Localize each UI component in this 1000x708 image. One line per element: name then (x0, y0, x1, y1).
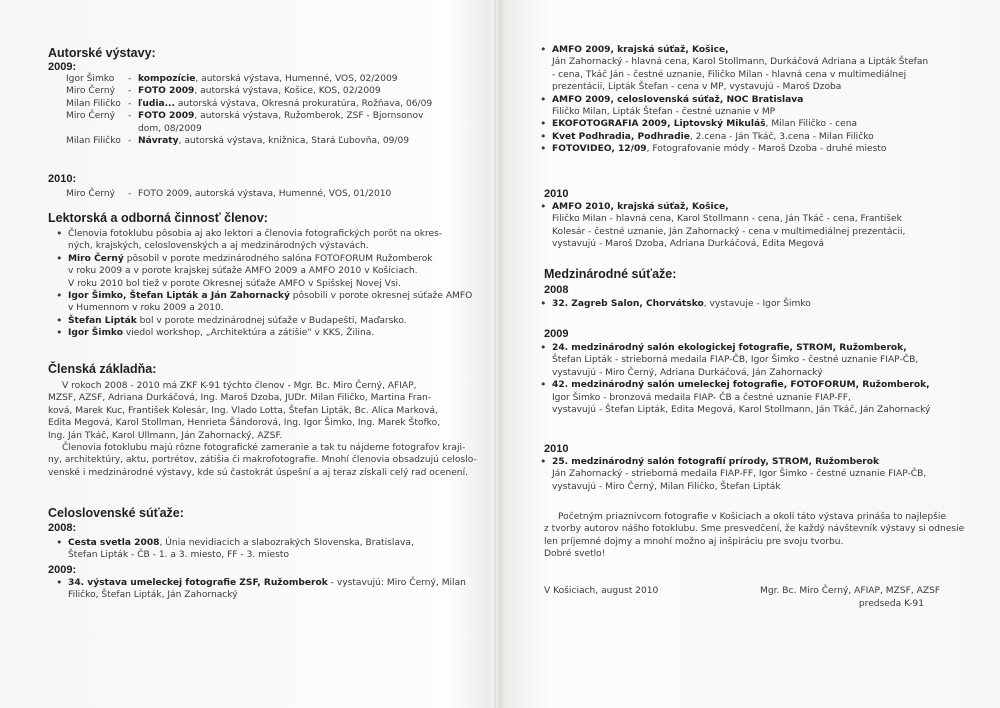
bullet-text: Kolesár - čestné uznanie, Ján Zahornacký - cena v multimediálnej prezentácii, (552, 226, 906, 237)
amfo-2009-list (540, 44, 928, 156)
exhibition-title: FOTO 2009 (138, 111, 195, 122)
bullet-line (68, 240, 472, 252)
bullet-line (552, 119, 857, 129)
bullet-line (552, 106, 928, 118)
paragraph-line: V rokoch 2008 - 2010 má ZKF K-91 týchto členov - Mgr. Bc. Miro Černý, AFIAP, (62, 381, 417, 391)
cs-year-2009-label: 2009: (48, 564, 77, 576)
bullet-item (56, 253, 472, 290)
bullet-line (552, 367, 930, 379)
bullet-text: Ján Zahornacký - strieborná medaila FIAP-FF, Igor Šimko - čestné uznanie FIAP-ČB, (552, 469, 927, 480)
bullet-text: , vystavuje - Igor Šimko (703, 299, 811, 309)
bullet-text: vystavujú - Miro Černý, Adriana Durkáčová, Ján Zahornacký (552, 367, 823, 378)
year-2009-label: 2009: (48, 61, 77, 73)
exhibition-title: kompozície (138, 74, 196, 84)
exhibitor-name: Igor Šimko (66, 74, 115, 84)
bullet-item (540, 201, 905, 251)
bullet-item (540, 143, 928, 155)
bullet-line (552, 81, 928, 93)
paragraph-line: MZSF, AZSF, Adriana Durkáčová, Ing. Maroš Dzoba, JUDr. Milan Filičko, Martina Fran- (48, 393, 432, 404)
paragraph-line: Členovia fotoklubu majú rôzne fotografické zameranie a tak tu nájdeme fotografov kraji- (62, 443, 466, 454)
exhibition-info: , autorská výstava, Ružomberok, ZSF - Bjornsonov (194, 111, 424, 122)
bullet-text: prezentácii, Lipták Štefan - cena v MP, vystavujú - Maroš Dzoba (552, 82, 842, 93)
national-contests-heading: Celoslovenské súťaže: (48, 506, 184, 520)
bullet-text: Filičko Milan - hlavná cena, Karol Stollmann - cena, Ján Tkáč - cena, František (552, 214, 902, 225)
cs-2008-list (56, 537, 414, 562)
bullet-bold: FOTOVIDEO, 12/09 (552, 144, 647, 155)
exhibitions-2009-table (48, 73, 432, 147)
exhibition-row (48, 110, 432, 135)
bullet-item (540, 456, 926, 493)
bullet-text: Ján Zahornacký - hlavná cena, Karol Stollmann, Durkáčová Adriana a Lipták Štefan (552, 57, 929, 68)
exhibition-row (48, 73, 432, 85)
exhibition-row (48, 188, 391, 200)
dash: - (128, 136, 132, 147)
exhibition-info: , autorská výstava, Humenné, VOS, 02/2009 (195, 74, 398, 84)
bullet-line (68, 578, 466, 588)
exhibitor-name: Milan Filičko (66, 136, 121, 147)
bullet-item (540, 131, 928, 143)
bullet-text: vystavujú - Maroš Dzoba, Adriana Durkáčová, Edita Megová (552, 239, 824, 250)
bullet-line (68, 302, 472, 314)
cs-2009-list (56, 577, 466, 602)
members-heading: Členská základňa: (48, 362, 157, 376)
bullet-text: Igor Šimko - bronzová medaila FIAP- ČB a čestné uznanie FIAP-FF, (552, 392, 851, 403)
bullet-line (68, 328, 374, 338)
bullet-bold: 32. Zagreb Salon, Chorvátsko (552, 299, 704, 309)
exhibition-info: , autorská výstava, Košice, KOS, 02/2009 (194, 86, 381, 97)
bullet-text: Štefan Lipták - strieborná medaila FIAP-ČB, Igor Šimko - čestné uznanie FIAP-ČB, (552, 355, 919, 366)
paragraph-line: venské i medzinárodné výstavy, kde sú častokrát úspešní a aj teraz získali celý rad ocenení. (48, 467, 468, 478)
bullet-text: Filičko Milan, Lipták Štefan - čestné uznanie v MP (552, 107, 776, 118)
bullet-text: Členovia fotoklubu pôsobia aj ako lektori a členovia fotografických porôt na okres- (68, 229, 443, 239)
page-edge (492, 0, 498, 708)
bullet-text: Štefan Lipták - ČB - 1. a 3. miesto, FF - 3. miesto (68, 550, 290, 561)
exhibitor-name: Miro Černý (66, 189, 116, 199)
dash: - (128, 98, 132, 109)
author-exhibitions-heading: Autorské výstavy: (48, 46, 156, 60)
lecture-list (56, 228, 472, 340)
year-2010-right-label: 2010 (544, 188, 569, 200)
bullet-text: viedol workshop, „Architektúra a zátišie" v KKS, Žilina. (122, 328, 375, 339)
bullet-line (68, 229, 442, 239)
bullet-item (56, 228, 472, 253)
cs-year-2008-label: 2008: (48, 522, 77, 534)
dash: - (128, 86, 132, 97)
exhibitor-name: Miro Černý (66, 86, 116, 97)
bullet-text: v roku 2009 a v porote krajskej súťaže AMFO 2009 a AMFO 2010 v Košiciach. (68, 266, 418, 277)
exhibition-row (48, 135, 432, 147)
exhibition-detail (138, 110, 432, 135)
bullet-line (68, 589, 466, 601)
bullet-line (68, 549, 414, 561)
exhibition-title: ľudia... (138, 98, 175, 109)
year-2010-label: 2010: (48, 173, 77, 185)
place-date: V Košiciach, august 2010 (544, 586, 659, 596)
bullet-bold: 42. medzinárodný salón umeleckej fotografie, FOTOFORUM, Ružomberok, (552, 380, 930, 391)
dash: - (128, 74, 132, 84)
international-heading: Medzinárodné súťaže: (544, 267, 677, 281)
exhibition-info-cont: dom, 08/2009 (138, 123, 202, 134)
exhibition-detail (138, 98, 432, 110)
bullet-item (56, 315, 472, 327)
members-paragraph (48, 380, 477, 479)
bullet-item (56, 537, 414, 562)
bullet-line (552, 45, 729, 55)
paragraph-line: ková, Marek Kuc, František Kolesár, Ing. Vlado Lotta, Štefan Lipták, Bc. Alica Marková, (48, 405, 438, 416)
exhibition-title: Návraty (138, 136, 179, 147)
intl-year-2010-label: 2010 (544, 443, 569, 455)
amfo-2010-list (540, 201, 905, 251)
bullet-bold: AMFO 2009, celoslovenská súťaž, NOC Bratislava (552, 94, 804, 105)
exhibitions-2010-table (48, 188, 391, 200)
bullet-text: bol v porote medzinárodnej súťaže v Budapešti, Maďarsko. (136, 315, 407, 326)
exhibition-detail (138, 85, 432, 97)
bullet-line (552, 481, 926, 493)
paragraph-line: len príjemné dojmy a mnohí možno aj inšpiráciu pre svoju tvorbu. (544, 536, 844, 547)
bullet-item (56, 327, 472, 339)
bullet-bold: 24. medzinárodný salón ekologickej fotografie, STROM, Ružomberok, (552, 343, 907, 353)
bullet-line (68, 291, 472, 301)
bullet-line (68, 254, 433, 264)
bullet-bold: Štefan Lipták (68, 315, 137, 326)
bullet-bold: 25. medzinárodný salón fotografií prírody, STROM, Ružomberok (552, 457, 880, 467)
bullet-text: , Fotografovanie módy - Maroš Dzoba - druhé miesto (646, 144, 887, 155)
dash: - (128, 189, 132, 199)
bullet-line (68, 265, 472, 277)
intl-year-2009-label: 2009 (544, 328, 569, 340)
bullet-text: , Únia nevidiacich a slabozrakých Slovenska, Bratislava, (159, 538, 414, 548)
paragraph-line: ny, architektúry, aktu, portrétov, zátišia či makrofotografie. Mnohí členovia obsadzujú celoslo- (48, 455, 477, 466)
lecture-heading: Lektorská a odborná činnosť členov: (48, 211, 268, 225)
bullet-item (56, 290, 472, 315)
bullet-bold: AMFO 2010, krajská súťaž, Košice, (552, 202, 729, 212)
bullet-text: ných, krajských, celoslovenských a aj medzinárodných výstavách. (68, 241, 369, 252)
bullet-text: - cena, Tkáč Ján - čestné uznanie, Filičko Milan - hlavná cena v multimediálnej (552, 69, 907, 80)
bullet-item (56, 577, 466, 602)
bullet-line (552, 144, 886, 154)
bullet-line (552, 226, 905, 238)
exhibition-title: FOTO 2009 (138, 86, 195, 97)
exhibition-info: autorská výstava, Okresná prokuratúra, Rožňava, 06/09 (174, 98, 433, 109)
bullet-text: , Milan Filičko - cena (765, 119, 858, 130)
bullet-text: pôsobil v porote medzinárodného salóna FOTOFORUM Ružomberok (123, 253, 433, 264)
exhibition-info: , autorská výstava, knižnica, Stará Ľubovňa, 09/09 (178, 136, 410, 147)
bullet-line (552, 56, 928, 68)
bullet-item (540, 298, 811, 310)
bullet-text: , 2.cena - Ján Tkáč, 3.cena - Milan Filičko (689, 131, 874, 142)
bullet-line (552, 343, 907, 353)
bullet-line (552, 457, 879, 467)
exhibitor-name: Milan Filičko (66, 98, 121, 109)
bullet-text: vystavujú - Miro Černý, Milan Filičko, Štefan Lipták (552, 481, 781, 492)
bullet-text: v Humennom v roku 2009 a 2010. (68, 303, 224, 314)
bullet-line (552, 404, 930, 416)
bullet-line (552, 238, 905, 250)
intl-2008-list (540, 298, 811, 310)
bullet-bold: AMFO 2009, krajská súťaž, Košice, (552, 45, 729, 55)
bullet-item (540, 94, 928, 119)
paragraph-line: Edita Megová, Karol Stollman, Henrieta Šándorová, Ing. Igor Šimko, Ing. Marek Štofko, (48, 418, 441, 429)
bullet-bold: Cesta svetla 2008 (68, 538, 160, 548)
exhibition-row (48, 98, 432, 110)
bullet-bold: 34. výstava umeleckej fotografie ZSF, Ružomberok (68, 578, 328, 588)
dash: - (128, 111, 132, 122)
closing-paragraph (544, 511, 964, 561)
exhibitor-name: Miro Černý (66, 111, 116, 122)
bullet-line (552, 299, 811, 309)
bullet-line (552, 354, 930, 366)
signature-name: Mgr. Bc. Miro Černý, AFIAP, MZSF, AZSF (760, 586, 941, 596)
exhibition-detail (138, 188, 391, 200)
bullet-line (552, 202, 729, 212)
paragraph-line: z tvorby autorov nášho fotoklubu. Sme presvedčení, že každý návštevník výstavy si odnesie (544, 524, 965, 535)
paragraph-line: Početným priaznivcom fotografie v Košiciach a okolí táto výstava prináša to najlepšie (558, 512, 947, 522)
bullet-bold: Kvet Podhradia, Podhradie (552, 131, 690, 142)
bullet-text: pôsobili v porote okresnej súťaže AMFO (289, 291, 473, 302)
bullet-item (540, 379, 930, 416)
bullet-line (68, 278, 472, 290)
exhibition-detail (138, 73, 432, 85)
exhibition-detail (138, 135, 432, 147)
intl-2009-list (540, 342, 930, 416)
intl-year-2008-label: 2008 (544, 284, 569, 296)
bullet-text: V roku 2010 bol tiež v porote Okresnej súťaže AMFO v Spišskej Novej Vsi. (68, 278, 401, 289)
bullet-item (540, 342, 930, 379)
paragraph-line: Ing. Ján Tkáč, Karol Ullmann, Ján Zahornacký, AZSF. (48, 430, 283, 441)
bullet-line (552, 69, 928, 81)
bullet-text: vystavujú - Štefan Lipták, Edita Megová, Karol Stollmann, Ján Tkáč, Ján Zahornacký (552, 405, 931, 416)
bullet-line (552, 380, 930, 390)
bullet-bold: EKOFOTOGRAFIA 2009, Liptovský Mikuláš (552, 119, 766, 130)
bullet-item (540, 44, 928, 94)
bullet-bold: Miro Černý (68, 253, 124, 264)
bullet-line (552, 132, 874, 142)
bullet-line (552, 468, 926, 480)
right-page (500, 0, 1000, 708)
bullet-text: Filičko, Štefan Lipták, Ján Zahornacký (68, 590, 238, 601)
bullet-line (68, 316, 407, 326)
bullet-line (552, 95, 803, 105)
bullet-line (552, 392, 930, 404)
bullet-line (552, 213, 905, 225)
bullet-bold: Igor Šimko (68, 328, 123, 339)
exhibition-row (48, 85, 432, 97)
intl-2010-list (540, 456, 926, 493)
paragraph-line: Dobré svetlo! (544, 549, 606, 560)
signature-role: predseda K-91 (858, 599, 924, 609)
exhibition-info: FOTO 2009, autorská výstava, Humenné, VOS, 01/2010 (138, 189, 392, 199)
bullet-text: - vystavujú: Miro Černý, Milan (327, 578, 466, 588)
bullet-line (68, 538, 414, 548)
bullet-item (540, 118, 928, 130)
bullet-bold: Igor Šimko, Štefan Lipták a Ján Zahornacký (68, 291, 290, 302)
